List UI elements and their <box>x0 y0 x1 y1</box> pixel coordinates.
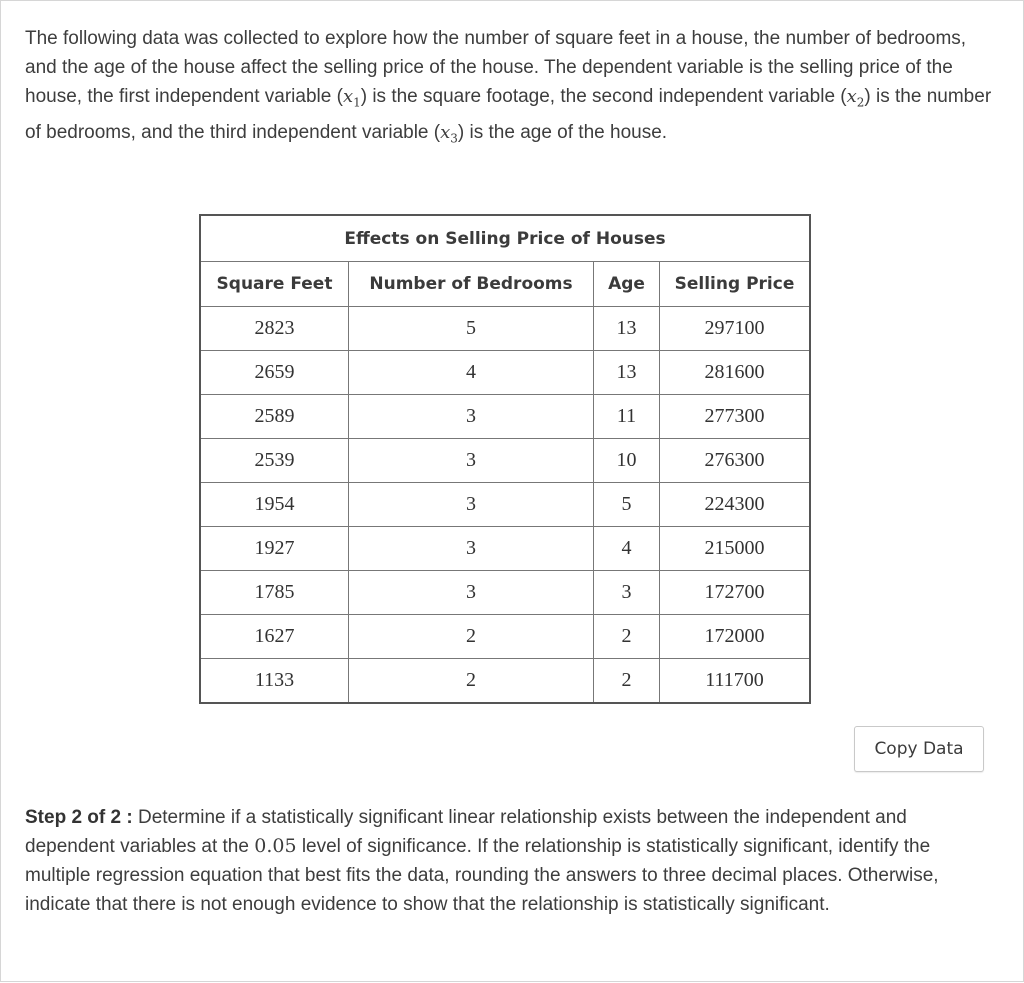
intro-text-1: The following data was collected to explore how the number of square feet in a house, the number of bedrooms, and the age of the house affect the selling price of the house. The dependent variable is the selling price of the house, the first independent variable ( <box>25 28 967 107</box>
cell-square-feet: 2823 <box>200 307 349 351</box>
x3-symbol: $x_3$ <box>440 121 458 146</box>
x1-symbol: $x_1$ <box>342 86 361 110</box>
cell-bedrooms: 3 <box>349 395 594 439</box>
cell-bedrooms: 3 <box>349 571 594 615</box>
table-caption: Effects on Selling Price of Houses <box>200 215 810 262</box>
cell-bedrooms: 5 <box>349 307 594 351</box>
table-row <box>200 351 810 395</box>
cell-bedrooms: 2 <box>349 659 594 704</box>
cell-square-feet: 1954 <box>200 483 349 527</box>
cell-age: 10 <box>594 439 660 483</box>
table-row <box>200 615 810 659</box>
step-instructions <box>25 803 1000 919</box>
cell-selling-price: 224300 <box>660 483 811 527</box>
table-row <box>200 527 810 571</box>
intro-text-4: ) is the age of the house. <box>457 121 668 143</box>
cell-square-feet: 1133 <box>200 659 349 704</box>
cell-age: 4 <box>594 527 660 571</box>
cell-selling-price: 215000 <box>660 527 811 571</box>
table-body <box>200 307 810 704</box>
header-square-feet: Square Feet <box>200 262 349 307</box>
step-text-1: Determine if a statistically significant linear relationship exists between the independent and dependent variables at the <box>25 807 907 857</box>
problem-intro <box>25 24 1000 153</box>
cell-bedrooms: 2 <box>349 615 594 659</box>
intro-text-2: ) is the square footage, the second independent variable ( <box>360 86 847 107</box>
cell-square-feet: 2539 <box>200 439 349 483</box>
header-bedrooms: Number of Bedrooms <box>349 262 594 307</box>
significance-level: 0.05 <box>254 835 297 857</box>
intro-text-3: ) is the number of bedrooms, and the third independent variable ( <box>25 86 992 143</box>
cell-square-feet: 1785 <box>200 571 349 615</box>
table-row <box>200 395 810 439</box>
table-row <box>200 659 810 704</box>
cell-age: 11 <box>594 395 660 439</box>
top-divider <box>0 0 1024 1</box>
cell-age: 3 <box>594 571 660 615</box>
cell-selling-price: 111700 <box>660 659 811 704</box>
cell-selling-price: 277300 <box>660 395 811 439</box>
cell-age: 5 <box>594 483 660 527</box>
cell-square-feet: 2659 <box>200 351 349 395</box>
x2-symbol: $x_2$ <box>846 86 865 110</box>
table-row <box>200 571 810 615</box>
cell-age: 2 <box>594 659 660 704</box>
table-row <box>200 483 810 527</box>
cell-bedrooms: 3 <box>349 439 594 483</box>
cell-selling-price: 281600 <box>660 351 811 395</box>
cell-square-feet: 1927 <box>200 527 349 571</box>
cell-selling-price: 172700 <box>660 571 811 615</box>
cell-selling-price: 172000 <box>660 615 811 659</box>
header-selling-price: Selling Price <box>660 262 811 307</box>
table-row <box>200 307 810 351</box>
cell-selling-price: 276300 <box>660 439 811 483</box>
cell-age: 2 <box>594 615 660 659</box>
header-age: Age <box>594 262 660 307</box>
copy-data-button[interactable]: Copy Data <box>854 726 984 772</box>
cell-age: 13 <box>594 307 660 351</box>
cell-square-feet: 2589 <box>200 395 349 439</box>
table-row <box>200 439 810 483</box>
step-text-2: level of significance. If the relationship is statistically significant, identify the multiple regression equation that best fits the data, rounding the answers to three decimal places. Otherwise, indicate that there is not enough evidence to show that the relationship is statistically significant. <box>25 836 939 915</box>
step-label: Step 2 of 2 : <box>25 807 133 828</box>
cell-bedrooms: 3 <box>349 483 594 527</box>
cell-square-feet: 1627 <box>200 615 349 659</box>
cell-bedrooms: 3 <box>349 527 594 571</box>
housing-data-table <box>199 214 811 704</box>
cell-selling-price: 297100 <box>660 307 811 351</box>
cell-age: 13 <box>594 351 660 395</box>
cell-bedrooms: 4 <box>349 351 594 395</box>
